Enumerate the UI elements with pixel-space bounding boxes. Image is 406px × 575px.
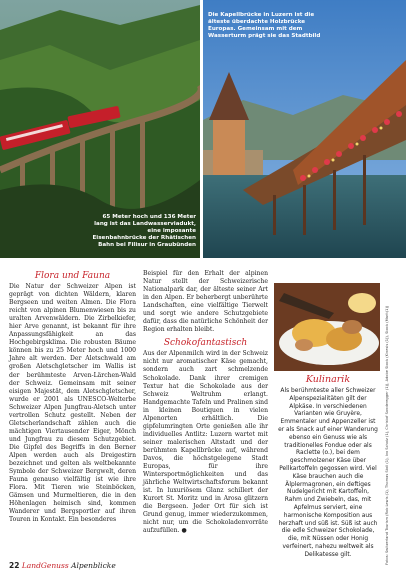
article-column-1	[9, 270, 136, 524]
magazine-name: LandGenuss	[21, 561, 69, 570]
kulinarik-heading: Kulinarik	[305, 374, 351, 385]
bridge-caption: Die Kapellbrücke in Luzern ist die älteste überdachte Holzbrücke Europas. Gemeinsam mit dem Wasserturm prägt sie das Stadtbild	[208, 12, 321, 39]
flora-paragraph-continued: Beispiel für den Erhalt der alpinen Natur stellt der Schweizerische Nationalpark dar, der älteste seiner Art in den Alpen. Er beherbergt unberührte Landschaften, eine vielfältige Tierwelt und sorgt wie andere Schutzgebiete dafür, dass die natürliche Schönheit der Region erhalten bleibt.	[143, 270, 268, 334]
end-mark: ●	[181, 527, 187, 535]
section-name: Alpenblicke	[71, 561, 116, 570]
page-footer	[9, 561, 116, 570]
article-column-2	[143, 270, 268, 535]
schoko-text: Aus der Alpenmilch wird in der Schweiz nicht nur aromatischer Käse gemacht, sondern auch zart schmelzende Schokolade. Dank ihrer cremigen Textur hat die Schokolade aus der Schweiz Weltruhm erlangt. Handgemachte Tafeln und Pralinen sind in kleinen Boutiquen in vielen Alpenorten erhältlich. Die gipfelumringten Orte genießen alle ihr individuelles Antlitz: Luzern wartet mit seiner malerischen Altstadt und der berühmten Kapellbrücke auf, während Davos, die höchstgelegene Stadt Europas, für ihre Wintersportmöglichkeiten und das jährliche Weltwirtschaftsforum bekannt ist. In luxuriösem Glanz schillert der Kurort St. Moritz und in Arosa glitzern die Bergseen. Jeder Ort für sich ist Grund genug, immer wiederzukommen, nicht nur, um die Schokoladenvorräte aufzufüllen.	[143, 350, 268, 535]
schoko-heading: Schokofantastisch	[163, 338, 248, 349]
raclette-illustration	[274, 283, 380, 371]
flora-paragraph: Die Natur der Schweizer Alpen ist geprägt von dichten Wäldern, klaren Bergseen und weiten Almen. Die Flora reicht von alpinen Blumenwiesen bis zu uralten Arvenwäldern. Die Zirbelkiefer, hier Arve genannt, ist bekannt für ihre Anpassungsfähigkeit an das Hochgebirgsklima. Die robusten Bäume können bis zu 25 Meter hoch und 1000 Jahre alt werden. Der Aletschwald am großen Aletschgletscher im Wallis ist der berühmteste Arven-Lärchen-Wald der Schweiz. Gemeinsam mit seiner eisigen Majestät, dem Aletschgletscher, wurde er 2001 als UNESCO-Welterbe Schweizer Alpen Jungfrau-Aletsch unter vertrollen Schutz gestellt. Neben der Gletscherlandschaft zählen auch die mächtigen Viertausender Eiger, Mönch und Jungfrau zu diesem Schutzgebiet. Die Gipfel des Begriffs in den Berner Alpen werden auch als Dreigestirn bezeichnet und gelten als weltbekannte Symbole der Schweizer Bergwelt, deren Fauna genauso vielfältig ist wie ihre Flora. Mit Tieren wie Steinböcken, Gämsen und Murmeltieren, die in den Höhenlagen heimisch sind, kommen Wanderer und Bergsportler auf ihren Touren in Kontakt. Ein besonderes	[9, 283, 136, 524]
viaduct-caption: 65 Meter hoch und 136 Meter lang ist das Landwasserviadukt, eine imposante Eisenbahnbrücke der Rhätischen Bahn bei Filisur in Graubünden	[92, 214, 196, 248]
photo-credits: Fotos: Switzerland Tourism (Rob Lewis (1), Thomas Stoll (1), Ivo Scholz (1), Christof Sonderegger (1)), Adobe Stock (Kinesis (1)), Stock (Marit(1))	[385, 305, 389, 565]
schoko-paragraph	[143, 350, 268, 535]
raclette-photo	[274, 283, 380, 371]
kulinarik-column	[278, 374, 378, 560]
flora-heading: Flora und Fauna	[34, 271, 111, 281]
page-number: 22	[9, 561, 20, 570]
kulinarik-paragraph: Als berühmteste aller Schweizer Alpenspezialitäten gilt der Alpkäse. In verschiedenen Varianten wie Gruyère, Emmentaler und Appenzeller ist er als Snack auf einer Wanderung ebenso ein Genuss wie als traditionelles Fondue oder als Raclette (o.), bei dem geschmolzener Käse über Pellkartoffeln gegossen wird. Viel Käse brauchen auch die Älplermagronen, ein deftiges Nudelgericht mit Kartoffeln, Rahm und Zwiebeln, das, mit Apfelmus serviert, eine harmonische Komposition aus herzhaft und süß ist. Süß ist auch die edle Schweizer Schokolade, die, mit Nüssen oder Honig verfeinert, nahezu weltweit als Delikatesse gilt.	[278, 388, 378, 558]
